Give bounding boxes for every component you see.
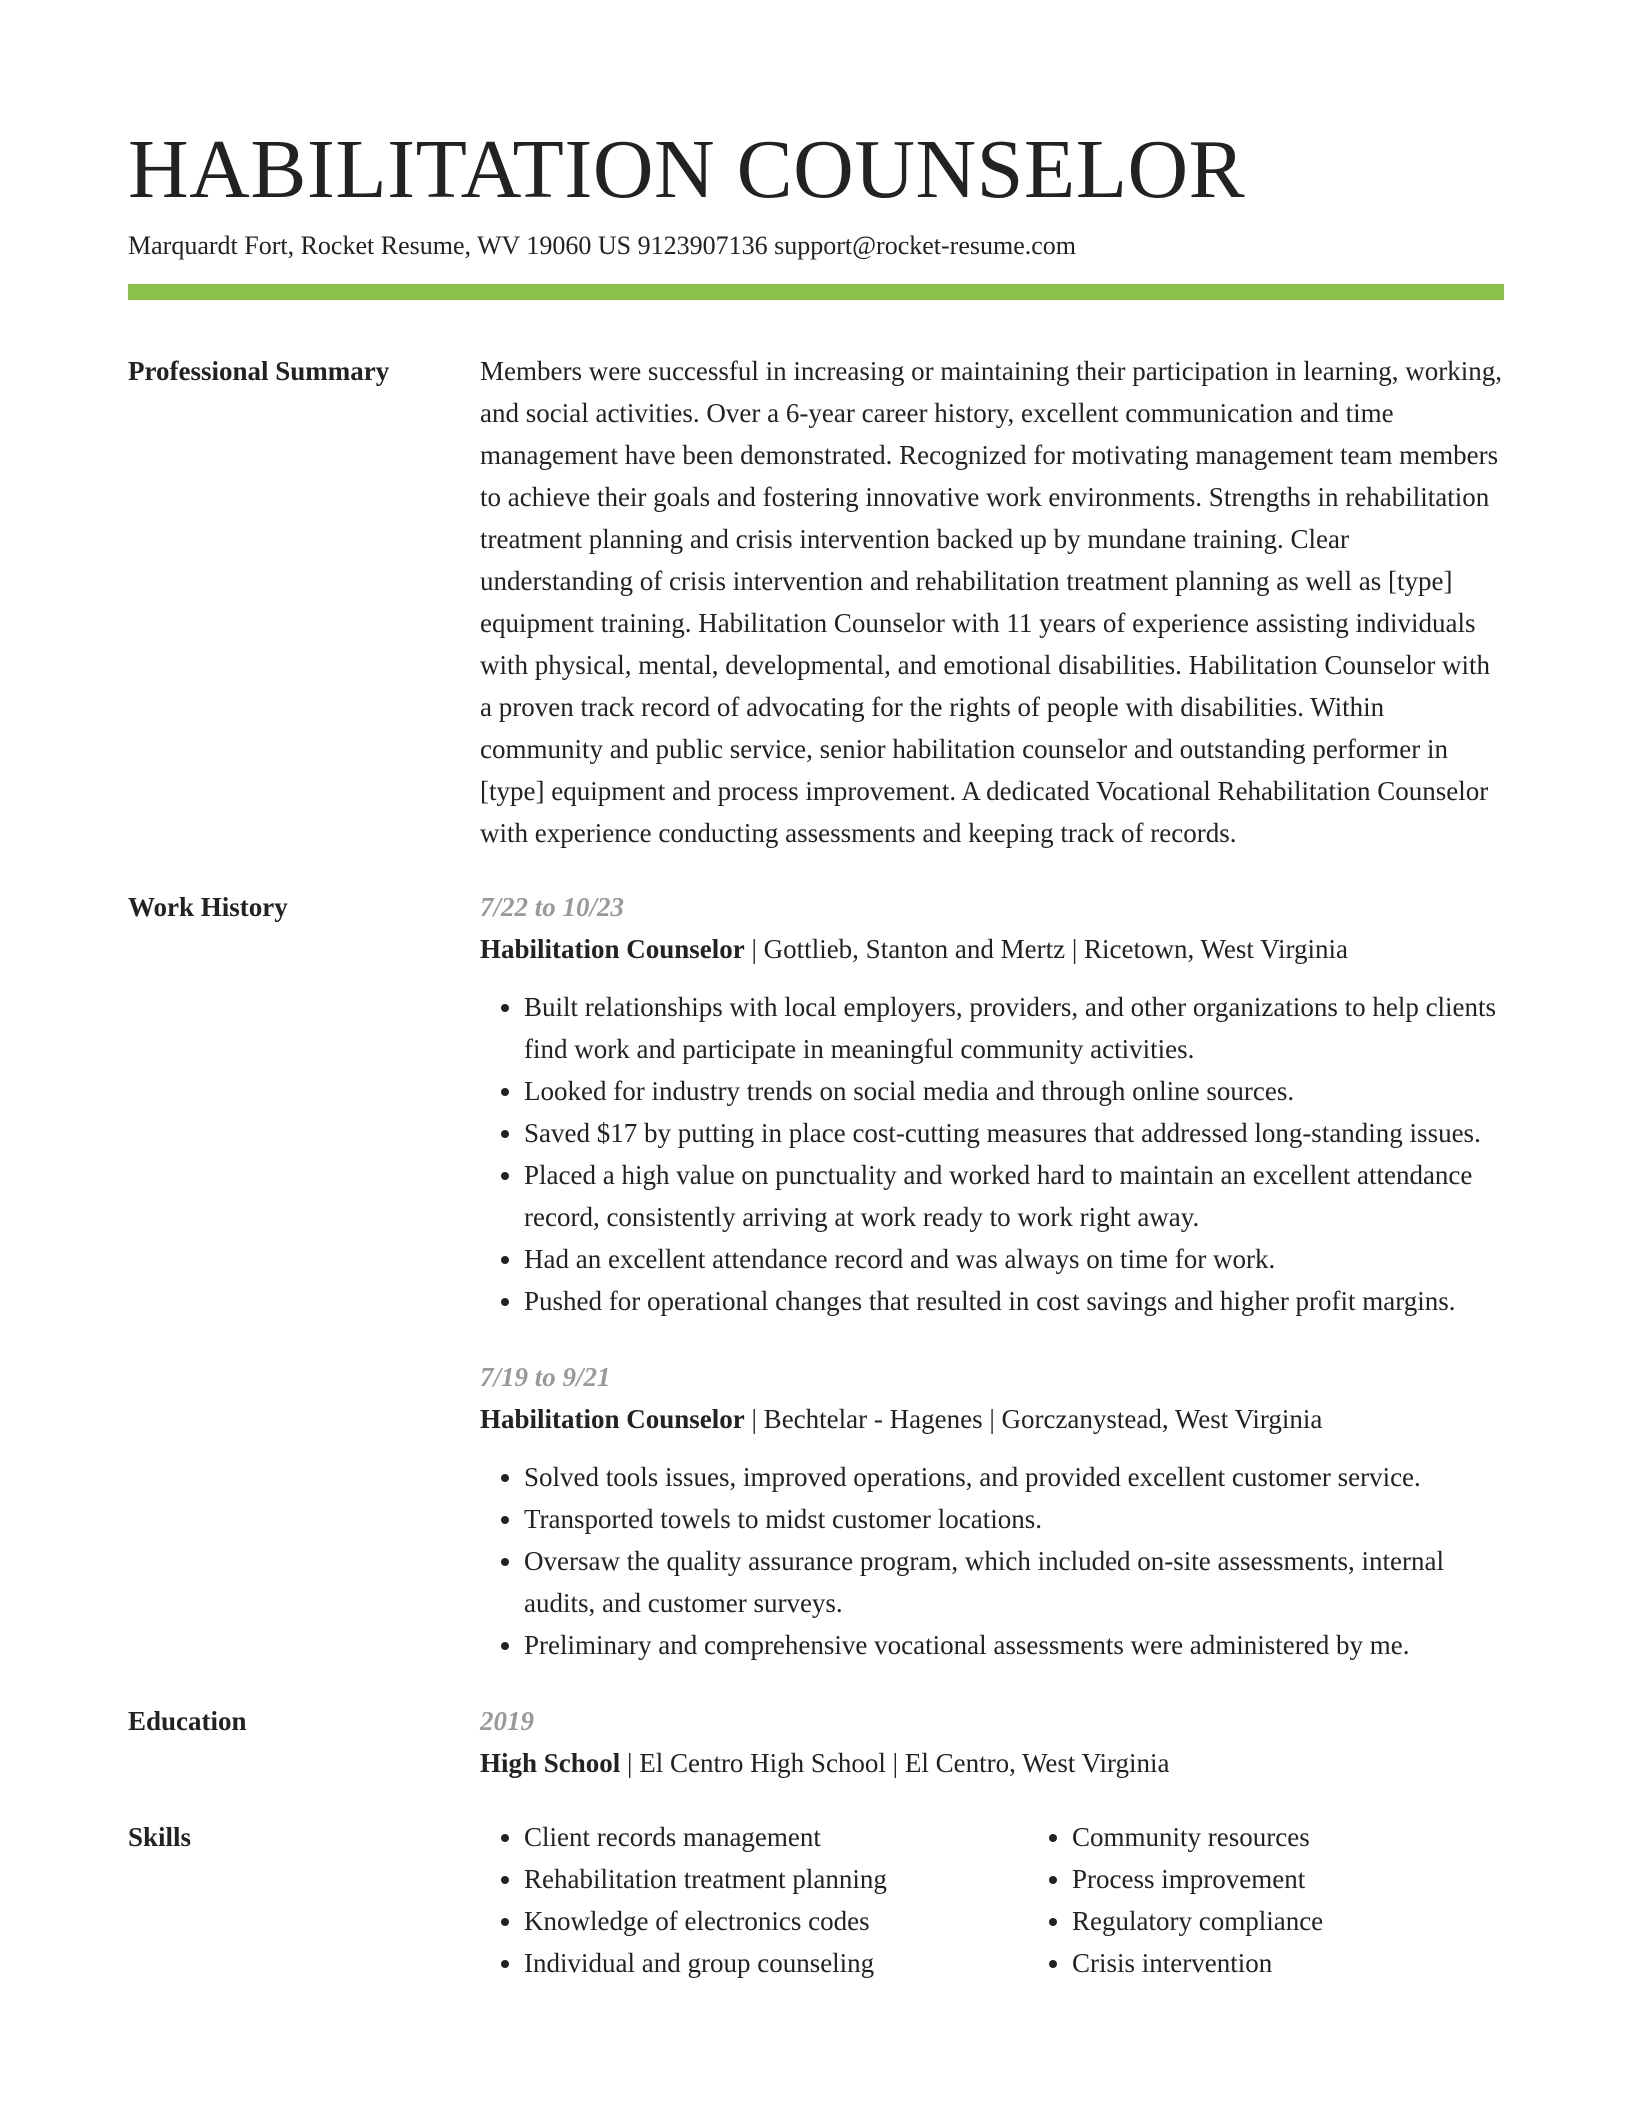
summary-heading: Professional Summary <box>128 356 390 386</box>
work-history-body <box>480 886 1504 1666</box>
job-entry <box>480 1356 1504 1666</box>
job-title: Habilitation Counselor <box>480 934 745 964</box>
job-bullet: • Had an excellent attendance record and was always on time for work. <box>524 1238 1504 1280</box>
job-bullets <box>480 986 1504 1322</box>
job-bullet: • Built relationships with local employers, providers, and other organizations to help clients find work and participate in meaningful community activities. <box>524 986 1504 1070</box>
education-section <box>128 1700 1504 1784</box>
skills-body <box>480 1816 1572 1984</box>
education-date: 2019 <box>480 1706 534 1736</box>
job-header <box>480 1398 1504 1440</box>
job-header <box>480 928 1504 970</box>
work-history-heading: Work History <box>128 892 288 922</box>
header-divider <box>128 284 1504 300</box>
job-bullets <box>480 1456 1504 1666</box>
skill-item: • Rehabilitation treatment planning <box>524 1858 1028 1900</box>
skills-heading: Skills <box>128 1822 192 1852</box>
education-heading: Education <box>128 1706 247 1736</box>
job-title: Habilitation Counselor <box>480 1404 745 1434</box>
summary-section <box>128 350 1504 854</box>
job-bullet: • Oversaw the quality assurance program, which included on-site assessments, internal audits, and customer surveys. <box>524 1540 1504 1624</box>
skill-item: • Process improvement <box>1072 1858 1572 1900</box>
skill-item: • Community resources <box>1072 1816 1572 1858</box>
job-bullet: • Placed a high value on punctuality and worked hard to maintain an excellent attendance record, consistently arriving at work ready to work right away. <box>524 1154 1504 1238</box>
skills-section <box>128 1816 1504 1984</box>
job-bullet: • Looked for industry trends on social media and through online sources. <box>524 1070 1504 1112</box>
skill-item: • Knowledge of electronics codes <box>524 1900 1028 1942</box>
resume-name: HABILITATION COUNSELOR <box>128 123 1246 216</box>
skill-item: • Client records management <box>524 1816 1028 1858</box>
education-degree: High School <box>480 1748 621 1778</box>
skill-item: • Regulatory compliance <box>1072 1900 1572 1942</box>
job-employer-location: | Gottlieb, Stanton and Mertz | Ricetown, West Virginia <box>744 934 1348 964</box>
job-bullet: • Pushed for operational changes that resulted in cost savings and higher profit margins. <box>524 1280 1504 1322</box>
work-history-section <box>128 886 1504 1666</box>
job-bullet: • Solved tools issues, improved operations, and provided excellent customer service. <box>524 1456 1504 1498</box>
job-dates: 7/19 to 9/21 <box>480 1362 611 1392</box>
job-entry <box>480 886 1504 1322</box>
job-bullet: • Preliminary and comprehensive vocational assessments were administered by me. <box>524 1624 1504 1666</box>
education-school-location: | El Centro High School | El Centro, West Virginia <box>620 1748 1170 1778</box>
skill-item: • Crisis intervention <box>1072 1942 1572 1984</box>
summary-text: Members were successful in increasing or maintaining their participation in learning, working, and social activities. Over a 6-year career history, excellent communication and time management have been demonstrated. Recognized for motivating management team members to achieve their goals and fostering innovative work environments. Strengths in rehabilitation treatment planning and crisis intervention backed up by mundane training. Clear understanding of crisis intervention and rehabilitation treatment planning as well as [type] equipment training. Habilitation Counselor with 11 years of experience assisting individuals with physical, mental, developmental, and emotional disabilities. Habilitation Counselor with a proven track record of advocating for the rights of people with disabilities. Within community and public service, senior habilitation counselor and outstanding performer in [type] equipment and process improvement. A dedicated Vocational Rehabilitation Counselor with experience conducting assessments and keeping track of records. <box>480 356 1502 848</box>
job-employer-location: | Bechtelar - Hagenes | Gorczanystead, West Virginia <box>744 1404 1323 1434</box>
skills-columns <box>480 1816 1572 1984</box>
skills-list-right <box>1028 1816 1572 1984</box>
education-line <box>480 1742 1504 1784</box>
job-bullet: • Saved $17 by putting in place cost-cutting measures that addressed long-standing issues. <box>524 1112 1504 1154</box>
job-dates: 7/22 to 10/23 <box>480 892 625 922</box>
skill-item: • Individual and group counseling <box>524 1942 1028 1984</box>
education-body <box>480 1700 1504 1784</box>
job-bullet: • Transported towels to midst customer locations. <box>524 1498 1504 1540</box>
skills-list-left <box>480 1816 1028 1984</box>
contact-info: Marquardt Fort, Rocket Resume, WV 19060 US 9123907136 support@rocket-resume.com <box>128 231 1077 260</box>
